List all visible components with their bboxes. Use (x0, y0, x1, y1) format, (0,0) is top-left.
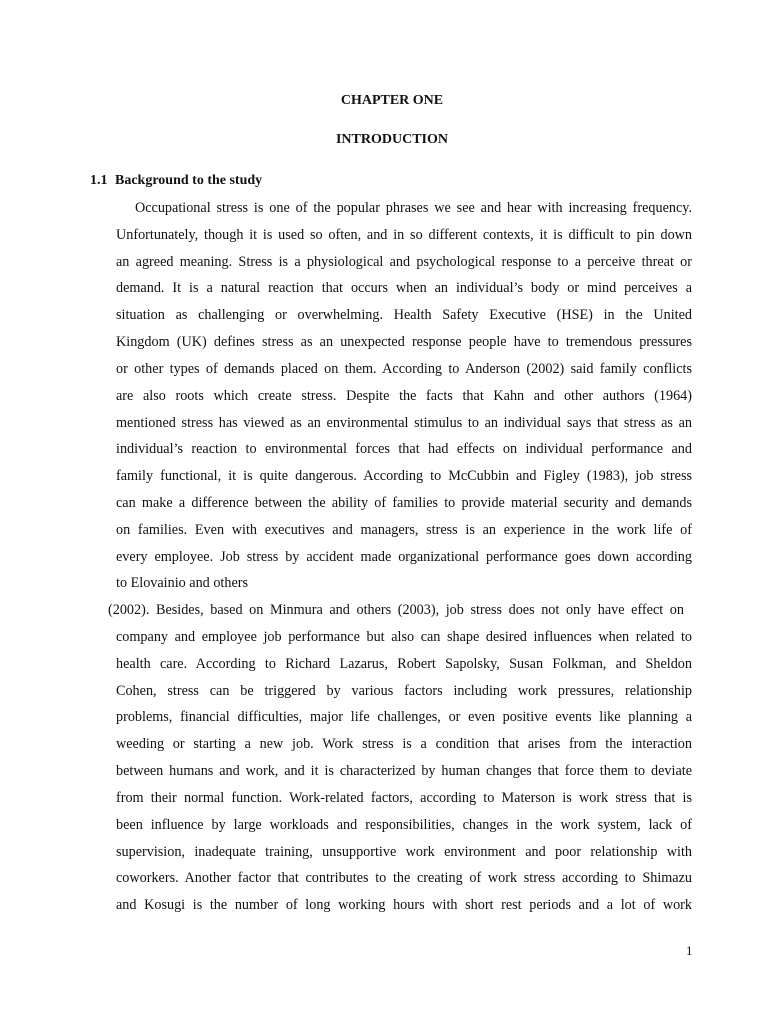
body-line: on families. Even with executives and managers, stress is an experience in the work life of (116, 521, 692, 538)
section-number: 1.1 (90, 173, 108, 188)
body-line: every employee. Job stress by accident made organizational performance goes down according (116, 548, 692, 565)
body-line: between humans and work, and it is characterized by human changes that force them to deviate (116, 763, 692, 780)
body-line: an agreed meaning. Stress is a physiological and psychological response to a perceive threat or (116, 253, 692, 270)
body-line: demand. It is a natural reaction that occurs when an individual’s body or mind perceives a (116, 280, 692, 297)
body-line: family functional, it is quite dangerous. According to McCubbin and Figley (1983), job stress (116, 468, 692, 485)
body-line: to Elovainio and others (116, 575, 248, 592)
body-line: mentioned stress has viewed as an environmental stimulus to an individual says that stress as an (116, 414, 692, 431)
body-line: coworkers. Another factor that contributes to the creating of work stress according to Shimazu (116, 870, 692, 887)
section-title: Background to the study (115, 173, 263, 188)
body-line: problems, financial difficulties, major life challenges, or even positive events like planning a (116, 709, 692, 726)
page-number: 1 (686, 943, 693, 958)
body-line: supervision, inadequate training, unsupportive work environment and poor relationship with (116, 843, 692, 860)
body-line: can make a difference between the ability of families to provide material security and demands (116, 494, 692, 511)
body-line: situation as challenging or overwhelming. Health Safety Executive (HSE) in the United (116, 307, 692, 324)
body-line: Kingdom (UK) defines stress as an unexpected response people have to tremendous pressures (116, 334, 692, 351)
body-line: health care. According to Richard Lazarus, Robert Sapolsky, Susan Folkman, and Sheldon (116, 655, 692, 672)
chapter-heading: INTRODUCTION (335, 132, 448, 147)
body-line: (2002). Besides, based on Minmura and others (2003), job stress does not only have effect on (108, 602, 684, 619)
body-line: weeding or starting a new job. Work stress is a condition that arises from the interaction (116, 736, 692, 753)
body-line: from their normal function. Work-related factors, according to Materson is work stress that is (116, 789, 692, 806)
body-line: been influence by large workloads and responsibilities, changes in the work system, lack of (116, 816, 692, 833)
body-line: Unfortunately, though it is used so often, and in so different contexts, it is difficult to pin down (116, 226, 692, 243)
body-line: individual’s reaction to environmental forces that had effects on individual performance and (116, 441, 692, 458)
body-line: Occupational stress is one of the popular phrases we see and hear with increasing frequency. (135, 200, 692, 216)
body-line: or other types of demands placed on them. According to Anderson (2002) said family conflicts (116, 360, 692, 377)
body-line: and Kosugi is the number of long working hours with short rest periods and a lot of work (116, 897, 692, 914)
chapter-title: CHAPTER ONE (340, 93, 444, 108)
section-heading (90, 172, 262, 190)
body-line: are also roots which create stress. Despite the facts that Kahn and other authors (1964) (116, 387, 692, 404)
body-text (108, 195, 692, 919)
body-line: Cohen, stress can be triggered by various factors including work pressures, relationship (116, 682, 692, 699)
body-line: company and employee job performance but also can shape desired influences when related to (116, 629, 692, 645)
